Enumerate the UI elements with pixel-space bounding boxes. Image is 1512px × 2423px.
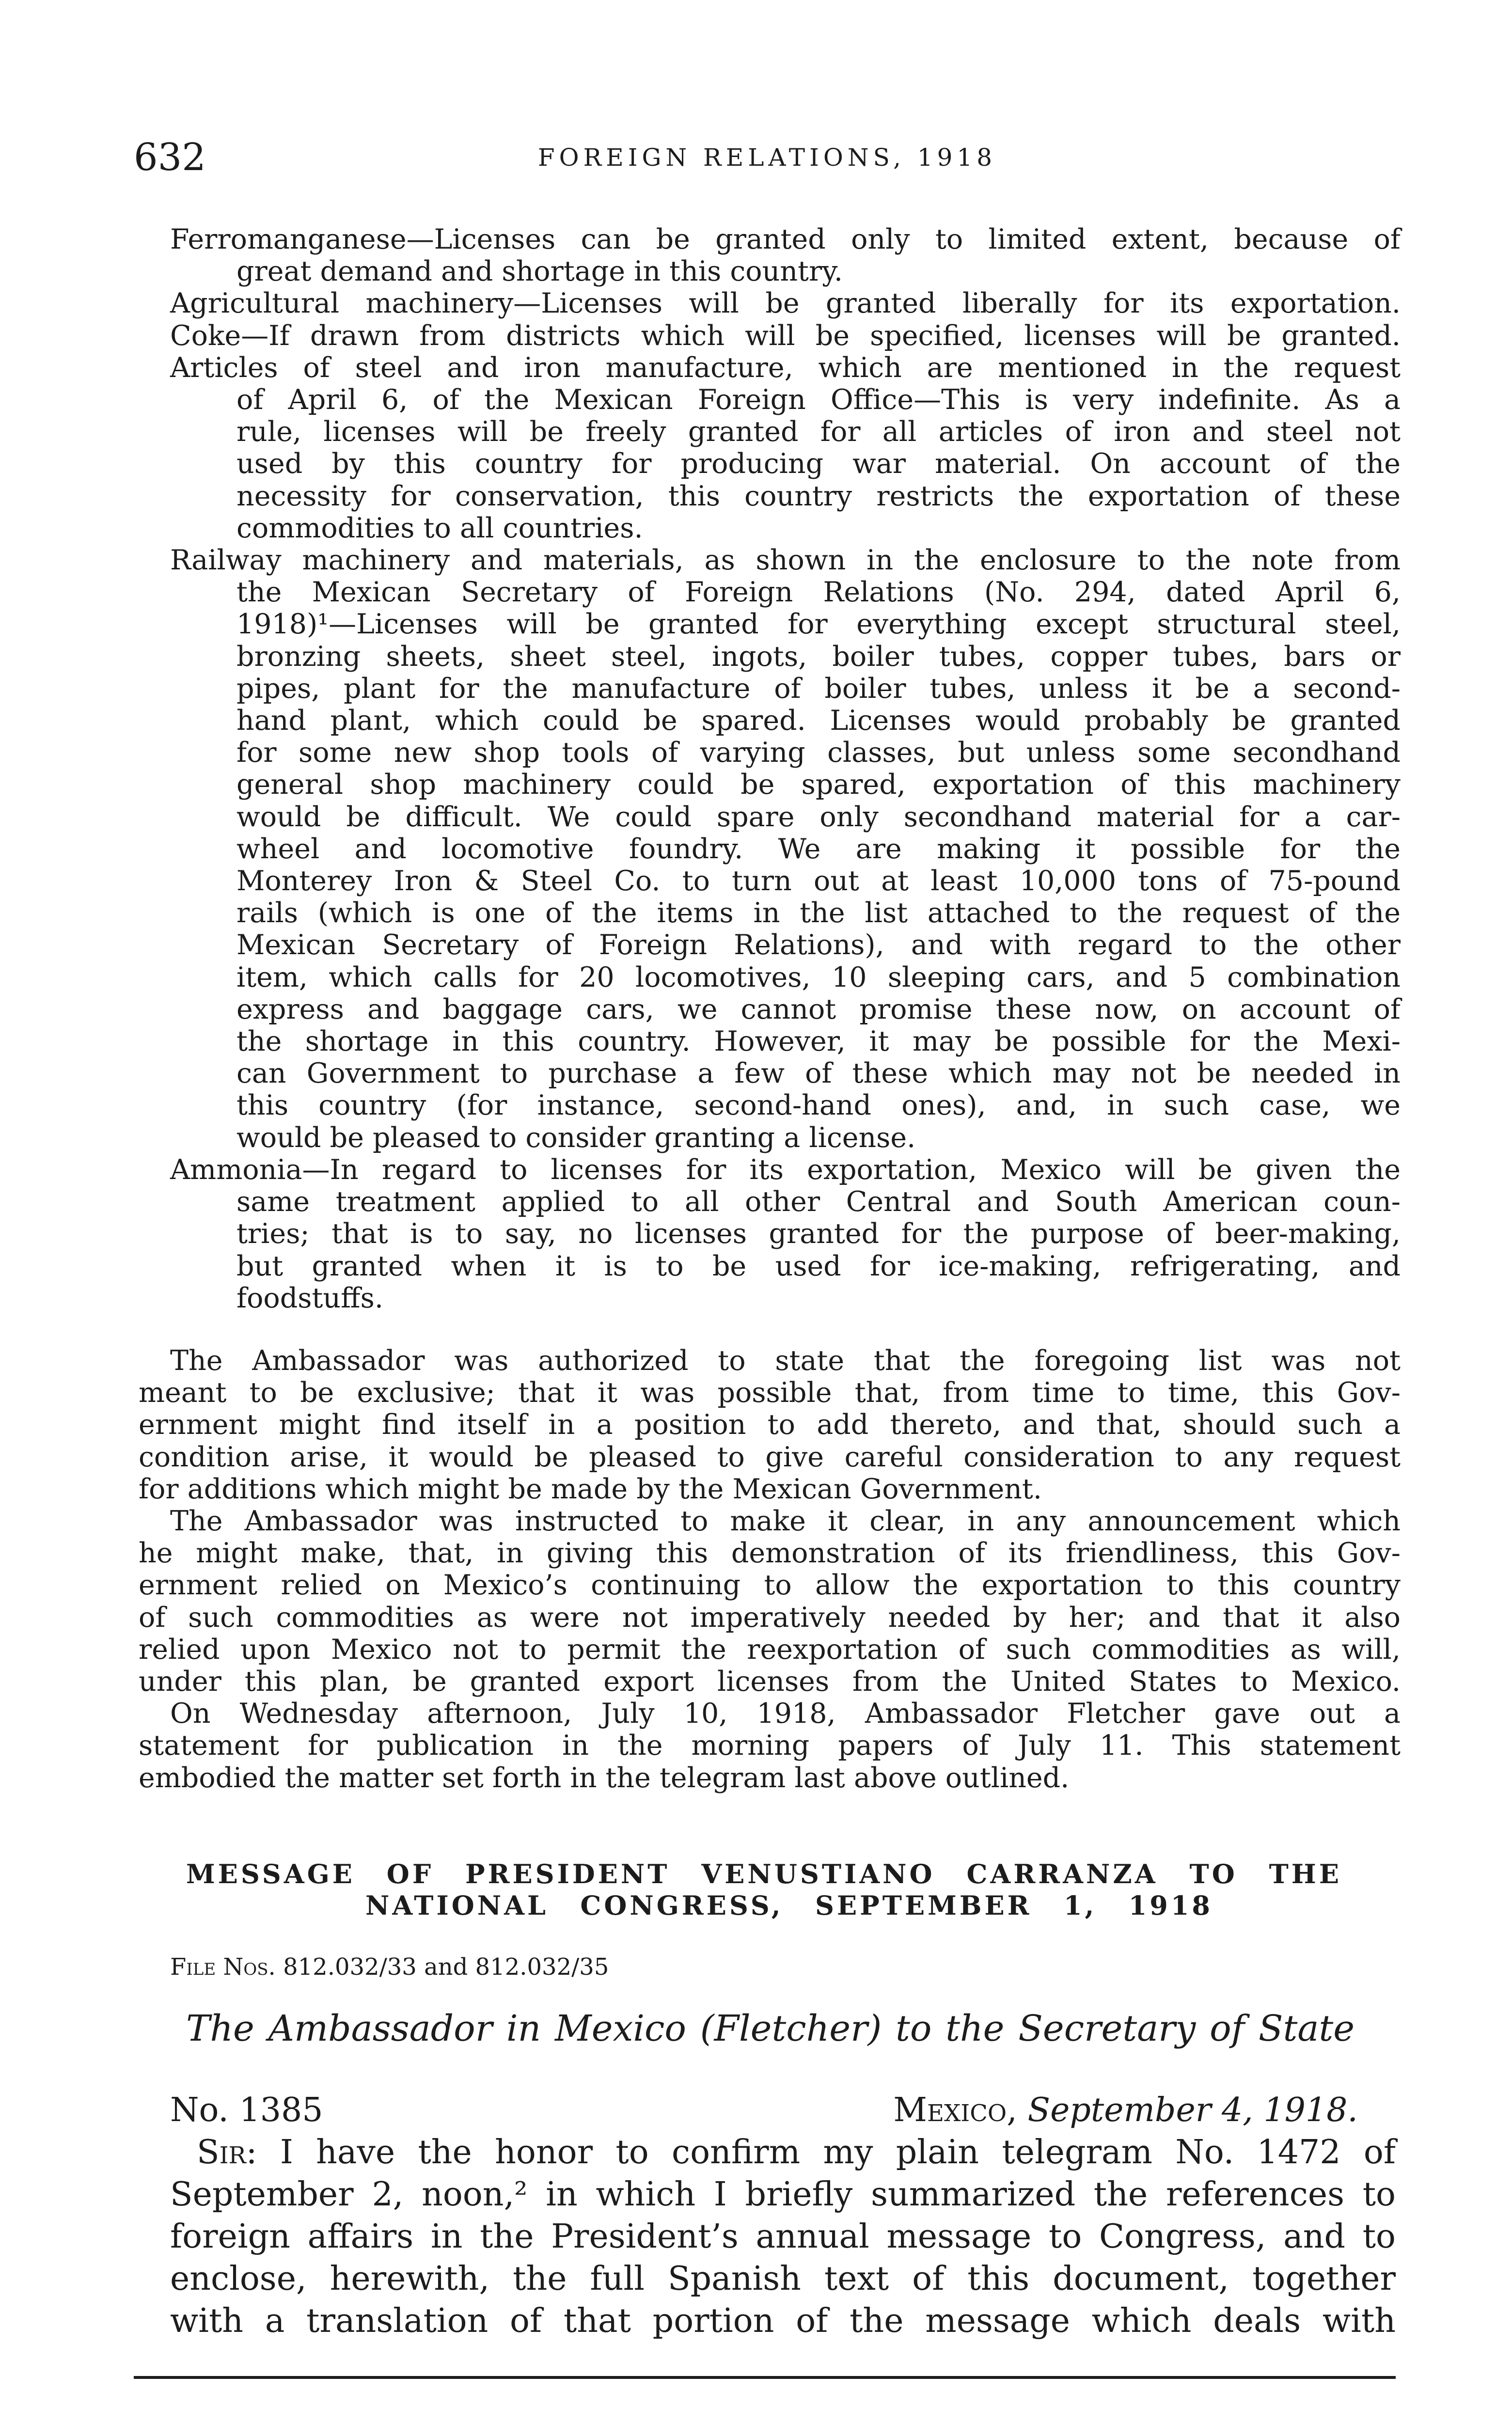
text-line: Ferromanganese—Licenses can be granted only to limited extent, because of (170, 223, 1401, 255)
text-line: tries; that is to say, no licenses granted for the purpose of beer-making, (236, 1218, 1401, 1250)
text-line: Ammonia—In regard to licenses for its exportation, Mexico will be given the (170, 1153, 1401, 1186)
text-line: Monterey Iron & Steel Co. to turn out at least 10,000 tons of 75-pound (236, 865, 1401, 897)
license-item-railway-machinery (170, 544, 1401, 1154)
text-line: September 2, noon,² in which I briefly summarized the references to (170, 2175, 1396, 2214)
license-item-ferromanganese (170, 223, 1401, 287)
text-line: meant to be exclusive; that it was possible that, from time to time, this Gov- (139, 1377, 1401, 1409)
file-label: File Nos. (170, 1953, 276, 1981)
text-line: The Ambassador was instructed to make it clear, in any announcement which (170, 1505, 1401, 1538)
text-line: hand plant, which could be spared. Licenses would probably be granted (236, 705, 1401, 737)
text-line: relied upon Mexico not to permit the reexportation of such commodities as will, (139, 1633, 1401, 1666)
text-line: Railway machinery and materials, as shown in the enclosure to the note from (170, 544, 1401, 577)
text-line: this country (for instance, second-hand ones), and, in such case, we (236, 1089, 1401, 1122)
text-line: condition arise, it would be pleased to give careful consideration to any request (139, 1441, 1401, 1473)
text-line: of April 6, of the Mexican Foreign Office—This is very indefinite. As a (236, 384, 1401, 416)
text-line: the Mexican Secretary of Foreign Relations (No. 294, dated April 6, (236, 576, 1401, 609)
text-line: rule, licenses will be freely granted for all articles of iron and steel not (236, 416, 1401, 448)
paragraph (139, 1345, 1401, 1505)
license-item-ammonia (170, 1154, 1401, 1314)
text-line: bronzing sheets, sheet steel, ingots, boiler tubes, copper tubes, bars or (236, 640, 1401, 673)
paragraph (139, 1505, 1401, 1698)
text-line: he might make, that, in giving this demonstration of its friendliness, this Gov- (139, 1537, 1401, 1570)
text-segment: I have the honor to confirm my plain telegram No. 1472 of (280, 2133, 1396, 2171)
text-line: would be difficult. We could spare only secondhand material for a car- (236, 801, 1401, 833)
text-line: Articles of steel and iron manufacture, which are mentioned in the request (170, 351, 1401, 384)
text-line: statement for publication in the morning papers of July 11. This statement (139, 1730, 1401, 1762)
text-line: the shortage in this country. However, it may be possible for the Mexi- (236, 1025, 1401, 1058)
narrative-text (139, 1345, 1401, 1794)
dateline (170, 2089, 1396, 2131)
section-title-line: NATIONAL CONGRESS, SEPTEMBER 1, 1918 (365, 1890, 1213, 1921)
text-line: embodied the matter set forth in the telegram last above outlined. (139, 1762, 1070, 1794)
text-line: ernment might find itself in a position to add thereto, and that, should such a (139, 1409, 1401, 1441)
text-line: Mexican Secretary of Foreign Relations), and with regard to the other (236, 929, 1401, 961)
text-line: On Wednesday afternoon, July 10, 1918, Ambassador Fletcher gave out a (170, 1698, 1401, 1730)
text-line: under this plan, be granted export licenses from the United States to Mexico. (139, 1666, 1401, 1698)
text-line: 1918)¹—Licenses will be granted for everything except structural steel, (236, 608, 1401, 641)
text-line: same treatment applied to all other Central and South American coun- (236, 1186, 1401, 1218)
text-line: would be pleased to consider granting a license. (236, 1121, 916, 1154)
text-line: enclose, herewith, the full Spanish text of this document, together (170, 2260, 1396, 2298)
document-number: No. 1385 (170, 2091, 323, 2129)
document-heading: The Ambassador in Mexico (Fletcher) to the Secretary of State (186, 2008, 1354, 2049)
text-line: for additions which might be made by the Mexican Government. (139, 1473, 1042, 1505)
running-head: FOREIGN RELATIONS, 1918 (537, 143, 997, 172)
text-line: item, which calls for 20 locomotives, 10 sleeping cars, and 5 combination (236, 961, 1401, 993)
text-line: can Government to purchase a few of these which may not be needed in (236, 1057, 1401, 1090)
document-place: Mexico, (893, 2091, 1017, 2129)
text-line: with a translation of that portion of the message which deals with (170, 2302, 1396, 2340)
salutation: Sir: (197, 2133, 257, 2171)
text-line: wheel and locomotive foundry. We are making it possible for the (236, 833, 1401, 865)
text-line: commodities to all countries. (236, 512, 643, 544)
license-list (170, 223, 1401, 1314)
text-line: but granted when it is to be used for ice-making, refrigerating, and (236, 1250, 1401, 1282)
paragraph (139, 1698, 1401, 1794)
text-line: of such commodities as were not imperatively needed by her; and that it also (139, 1601, 1401, 1634)
text-line: express and baggage cars, we cannot promise these now, on account of (236, 993, 1401, 1025)
text-line: ernment relied on Mexico’s continuing to allow the exportation to this country (139, 1569, 1401, 1602)
text-line: The Ambassador was authorized to state that the foregoing list was not (170, 1345, 1401, 1377)
text-line (197, 2131, 1396, 2173)
text-line: pipes, plant for the manufacture of boiler tubes, unless it be a second- (236, 672, 1401, 705)
page-number: 632 (134, 136, 206, 179)
text-line: great demand and shortage in this country. (236, 255, 843, 288)
text-line: necessity for conservation, this country restricts the exportation of these (236, 480, 1401, 512)
letter-body (170, 2089, 1396, 2342)
license-item-steel-iron-articles (170, 352, 1401, 544)
file-numbers: 812.032/33 and 812.032/35 (283, 1953, 609, 1981)
file-reference (170, 1952, 609, 1982)
license-item-agricultural-machinery (170, 287, 1401, 319)
document-date: September 4, 1918. (1027, 2091, 1358, 2129)
text-line: Agricultural machinery—Licenses will be granted liberally for its exportation. (170, 287, 1401, 320)
dateline-right (893, 2089, 1358, 2131)
text-line: general shop machinery could be spared, exportation of this machinery (236, 769, 1401, 801)
license-item-coke (170, 320, 1401, 352)
footnote-rule (134, 2376, 1396, 2379)
text-line: foodstuffs. (236, 1282, 383, 1314)
text-line: used by this country for producing war material. On account of the (236, 448, 1401, 480)
text-line: for some new shop tools of varying classes, but unless some secondhand (236, 737, 1401, 769)
text-line: foreign affairs in the President’s annual message to Congress, and to (170, 2218, 1396, 2256)
text-line: Coke—If drawn from districts which will be specified, licenses will be granted. (170, 319, 1401, 352)
section-title-line: MESSAGE OF PRESIDENT VENUSTIANO CARRANZA TO THE (186, 1858, 1342, 1889)
text-line: rails (which is one of the items in the list attached to the request of the (236, 897, 1401, 929)
